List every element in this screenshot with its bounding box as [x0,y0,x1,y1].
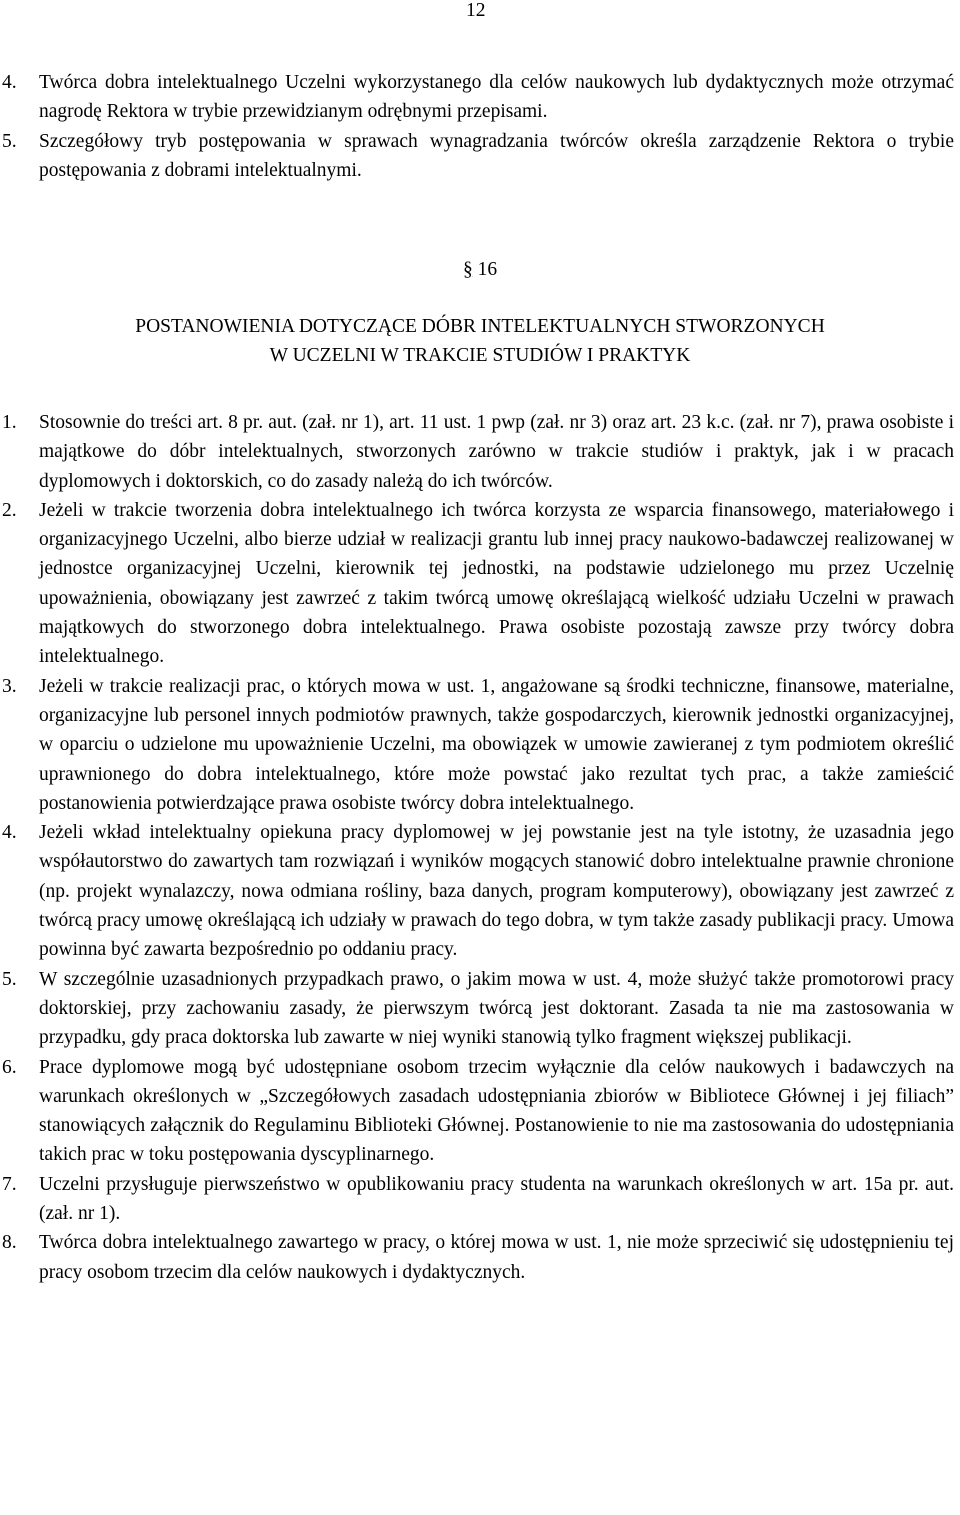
list-item-number: 1. [2,412,17,433]
list-item [0,672,960,818]
list-item [0,1170,960,1229]
list-item-number: 6. [2,1056,17,1078]
list-item-number: 7. [2,1173,17,1195]
list-item-text: Jeżeli w trakcie tworzenia dobra intelektualnego ich twórca korzysta ze wsparcia finansowego, materiałowego i organizacyjnego Uczelni, albo bierze udział w realizacji grantu lub innej pracy naukowo-badawczej realizowanej w jednostce organizacyjnej Uczelni, kierownik tej jednostki, na podstawie udzielonego mu przez Uczelnię upoważnienia, obowiązany jest zawrzeć z takim twórcą umowę określającą wielkość udziału Uczelni w prawach majątkowych do stworzonego dobra intelektualnego. Prawa osobiste pozostają zawsze przy twórcy dobra intelektualnego. [39,499,954,668]
list-item [0,965,960,1053]
list-item-text: Twórca dobra intelektualnego zawartego w pracy, o której mowa w ust. 1, nie może sprzeciwić się udostępnieniu tej pracy osobom trzecim dla celów naukowych i dydaktycznych. [39,1232,954,1283]
list-item-number: 2. [2,499,17,521]
previous-section-list [0,68,960,185]
paragraph-sign: § [462,259,473,280]
list-item-text: Prace dyplomowe mogą być udostępniane osobom trzecim wyłącznie dla celów naukowych i badawczych na warunkach określonych w „Szczegółowych zasadach udostępniania zbiorów w Bibliotece Głównej i jej filiach” stanowiących załącznik do Regulaminu Biblioteki Głównej. Postanowienie to nie ma zastosowania do udostępniania takich prac w toku postępowania dyscyplinarnego. [39,1056,954,1166]
list-item-number: 8. [2,1232,17,1254]
list-item [0,127,960,186]
section-number-heading [0,255,960,284]
top-list [0,68,960,185]
section-title-line-2: W UCZELNI W TRAKCIE STUDIÓW I PRAKTYK [269,345,691,366]
page-number: 12 [466,0,486,21]
list-item-number: 5. [2,968,17,990]
list-item [0,496,960,672]
section-title [0,312,960,370]
list-item-number: 4. [2,822,17,844]
list-item [0,1228,960,1287]
main-list [0,408,960,1287]
section-16-list [0,408,960,1287]
list-item-text: W szczególnie uzasadnionych przypadkach prawo, o jakim mowa w ust. 4, może służyć także promotorowi pracy doktorskiej, przy zachowaniu zasady, że pierwszym twórcą jest doktorant. Zasada ta nie ma zastosowania w przypadku, gdy praca doktorska lub zawarte w niej wyniki stanowią tylko fragment większej publikacji. [39,968,954,1049]
list-item [0,818,960,964]
list-item-text: Jeżeli w trakcie realizacji prac, o których mowa w ust. 1, angażowane są środki techniczne, finansowe, materialne, organizacyjne lub personel innych podmiotów prawnych, także gospodarczych, kierownik jednostki organizacyjnej, w oparciu o udzielone mu upoważnienie Uczelni, ma obowiązek w umowie zawieranej z tym podmiotem określić uprawnionego do dobra intelektualnego, które może powstać jako rezultat tych prac, a także zamieścić postanowienia potwierdzające prawa osobiste twórcy dobra intelektualnego. [39,675,954,814]
section-title-line-1: POSTANOWIENIA DOTYCZĄCE DÓBR INTELEKTUALNYCH STWORZONYCH [135,316,825,337]
list-item-text: Twórca dobra intelektualnego Uczelni wykorzystanego dla celów naukowych lub dydaktycznych może otrzymać nagrodę Rektora w trybie przewidzianym odrębnymi przepisami. [39,72,954,123]
list-item-number: 3. [2,675,17,697]
list-item-text: Uczelni przysługuje pierwszeństwo w opublikowaniu pracy studenta na warunkach określonych w art. 15a pr. aut. (zał. nr 1). [39,1173,954,1225]
section-number: 16 [477,259,498,280]
list-item-text: Stosownie do treści art. 8 pr. aut. (zał. nr 1), art. 11 ust. 1 pwp (zał. nr 3) oraz art. 23 k.c. (zał. nr 7), prawa osobiste i majątkowe do dóbr intelektualnych, stworzonych zarówno w trakcie studiów i praktyk, jak i w pracach dyplomowych i doktorskich, co do zasady należą do ich twórców. [39,412,954,492]
list-item [0,408,960,496]
list-item-text: Jeżeli wkład intelektualny opiekuna pracy dyplomowej w jej powstanie jest na tyle istotny, że uzasadnia jego współautorstwo do zawartych tam rozwiązań i wyników mogących stanowić dobro intelektualne prawnie chronione (np. projekt wynalazczy, nowa odmiana rośliny, baza danych, program komputerowy), obowiązany jest zawrzeć z twórcą pracy umowę określającą ich udziały w prawach do tego dobra, w tym także zasady publikacji pracy. Umowa powinna być zawarta bezpośrednio po oddaniu pracy. [39,822,954,961]
list-item-number: 4. [2,72,17,93]
list-item [0,68,960,127]
list-item [0,1053,960,1170]
list-item-number: 5. [2,130,17,152]
list-item-text: Szczegółowy tryb postępowania w sprawach wynagradzania twórców określa zarządzenie Rektora o trybie postępowania z dobrami intelektualnymi. [39,130,954,181]
